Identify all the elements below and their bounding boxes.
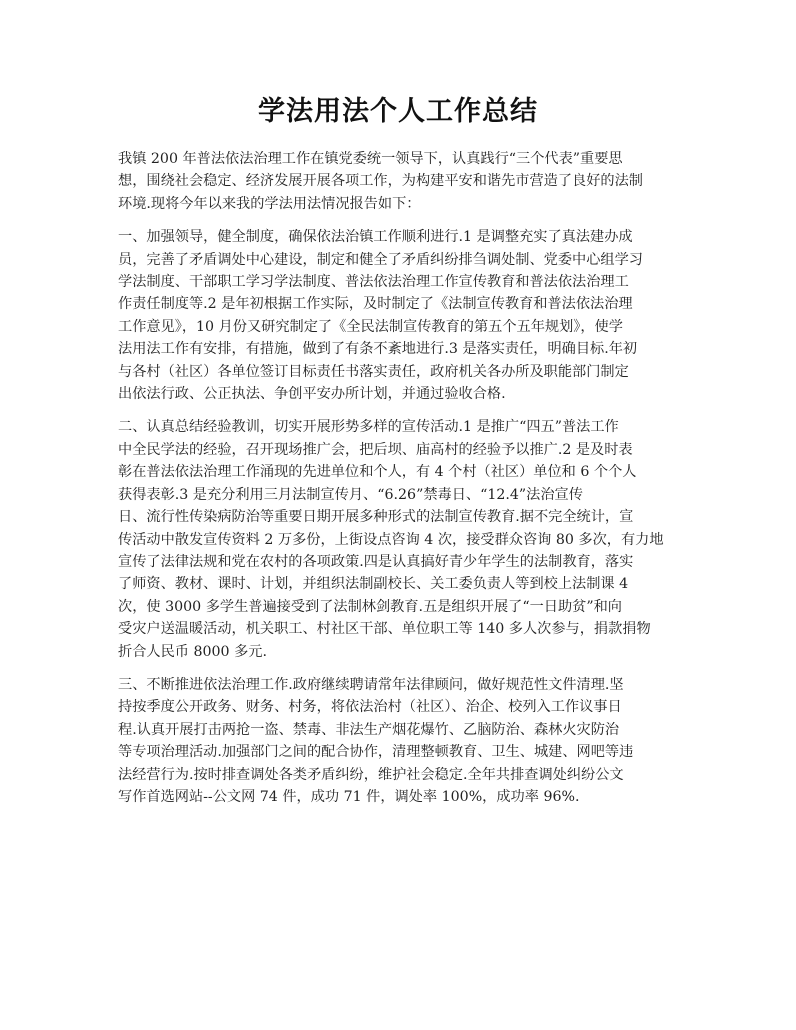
document-body (118, 148, 686, 819)
text-line: 受灾户送温暖活动，机关职工、村社区干部、单位职工等 140 多人次参与，捐款捐物 (118, 621, 651, 638)
text-line: 了师资、教材、课时、计划，并组织法制副校长、关工委负责人等到校上法制课 4 (118, 576, 629, 593)
text-line: 我镇 200 年普法依法治理工作在镇党委统一领导下，认真践行“三个代表”重要思 (118, 151, 623, 167)
text-line: 工作意见》，10 月份又研究制定了《全民法制宣传教育的第五个五年规划》，使学 (118, 318, 623, 335)
text-line: 中全民学法的经验，召开现场推广会，把后坝、庙高村的经验予以推广.2 是及时表 (118, 441, 633, 458)
text-line: 日、流行性传染病防治等重要日期开展多种形式的法制宣传教育.据不完全统计，宣 (118, 509, 634, 526)
text-line: 程.认真开展打击两抢一盗、禁毒、非法生产烟花爆竹、乙脑防治、森林火灾防治 (118, 721, 620, 738)
text-line: 法经营行为.按时排查调处各类矛盾纠纷，维护社会稳定.全年共排查调处纠纷公文 (118, 766, 624, 783)
text-line: 彰在普法依法治理工作涌现的先进单位和个人，有 4 个村（社区）单位和 6 个个人 (118, 464, 637, 481)
text-line: 写作首选网站--公文网 74 件，成功 71 件，调处率 100%，成功率 96%. (118, 788, 580, 805)
text-line: 二、认真总结经验教训，切实开展形势多样的宣传活动.1 是推广“四五”普法工作 (118, 419, 619, 436)
text-line: 环境.现将今年以来我的学法用法情况报告如下： (118, 195, 421, 212)
text-line: 与各村（社区）各单位签订目标责任书落实责任，政府机关各办所及职能部门制定 (118, 363, 629, 380)
text-line: 传活动中散发宣传资料 2 万多份，上街设点咨询 4 次，接受群众咨询 80 多次，有力地 (118, 531, 664, 548)
paragraph-section-3 (118, 674, 686, 808)
document-title: 学法用法个人工作总结 (258, 96, 538, 127)
paragraph-section-1 (118, 226, 686, 405)
text-line: 想，围绕社会稳定、经济发展开展各项工作，为构建平安和谐先市营造了良好的法制 (118, 173, 643, 190)
text-line: 出依法行政、公正执法、争创平安办所计划，并通过验收合格. (118, 386, 506, 403)
paragraph-intro (118, 148, 686, 215)
text-line: 作责任制度等.2 是年初根据工作实际，及时制定了《法制宣传教育和普法依法治理 (118, 296, 633, 313)
text-line: 一、加强领导，健全制度，确保依法治镇工作顺利进行.1 是调整充实了真法建办成 (118, 229, 633, 246)
text-line: 等专项治理活动.加强部门之间的配合协作，清理整顿教育、卫生、城建、网吧等违 (118, 744, 634, 761)
text-line: 持按季度公开政务、财务、村务，将依法治村（社区）、治企、校列入工作议事日 (118, 699, 622, 716)
text-line: 宣传了法律法规和党在农村的各项政策.四是认真搞好青少年学生的法制教育，落实 (118, 553, 634, 570)
text-line: 三、不断推进依法治理工作.政府继续聘请常年法律顾问，做好规范性文件清理.坚 (118, 676, 624, 693)
text-line: 法用法工作有安排，有措施，做到了有条不紊地进行.3 是落实责任，明确目标.年初 (118, 341, 638, 358)
text-line: 折合人民币 8000 多元. (118, 643, 267, 660)
paragraph-section-2 (118, 416, 686, 662)
text-line: 学法制度、干部职工学习学法制度、普法依法治理工作宣传教育和普法依法治理工 (118, 274, 629, 291)
text-line: 员，完善了矛盾调处中心建设，制定和健全了矛盾纠纷排刍调处制、党委中心组学习 (118, 251, 643, 268)
text-line: 获得表彰.3 是充分利用三月法制宣传月、“6.26”禁毒日、“12.4”法治宣传 (118, 486, 583, 503)
text-line: 次，使 3000 多学生普遍接受到了法制林剑教育.五是组织开展了“一日助贫”和向 (118, 598, 622, 615)
